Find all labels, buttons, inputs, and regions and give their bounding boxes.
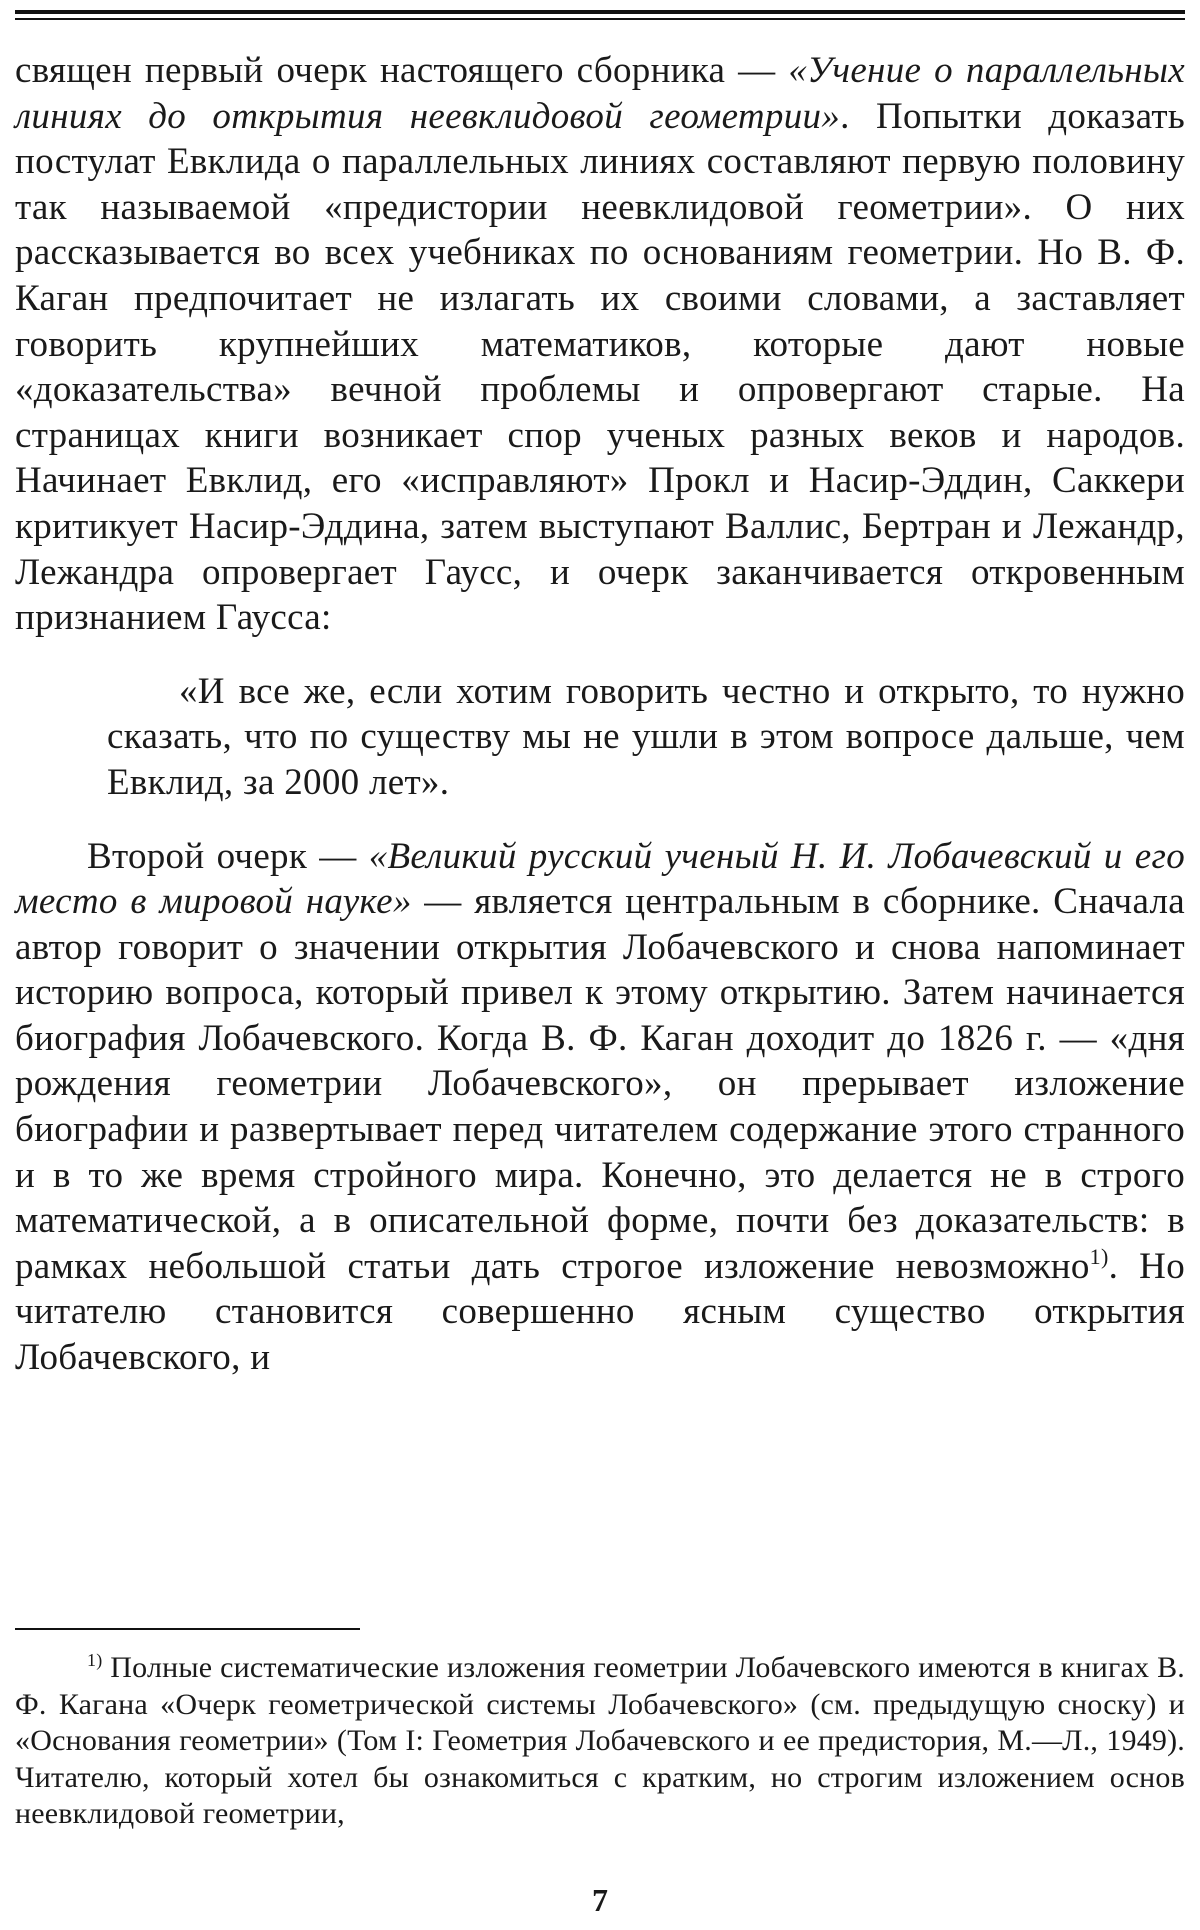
main-text [15,48,1185,1381]
paragraph-second-essay [15,834,1185,1381]
paragraph2-text-c: — является центральным в сборнике. Сначала автор говорит о значении открытия Лобачевского и снова напоминает историю вопроса, который привел к этому открытию. Затем начинается биография Лобачевского. Когда В. Ф. Каган доходит до 1826 г. — «дня рождения геометрии Лобачевского», он прерывает изложение биографии и развертывает перед читателем содержание этого странного и в то же время стройного мира. Конечно, это делается не в строго математической, а в описательной форме, почти без доказательств: в рамках небольшой статьи дать строгое изложение невозможно [15,881,1185,1287]
second-essay-title: «Великий русский ученый Н. И. Лобачевский и его место в мировой науке» [15,835,1185,923]
footnote-reference[interactable]: 1) [1089,1243,1109,1269]
paragraph-first-essay [15,48,1185,641]
footnote-text: Полные систематические изложения геометрии Лобачевского имеются в книгах В. Ф. Кагана «Очерк геометрической системы Лобачевского» (см. предыдущую сноску) и «Основания геометрии» (Том I: Геометрия Лобачевского и ее предистория, М.—Л., 1949). Читателю, который хотел бы ознакомиться с кратким, но строгим изложением основ неевклидовой геометрии, [15,1651,1185,1830]
paragraph2-text-a: Второй очерк — [87,835,369,877]
first-essay-title: «Учение о параллельных линиях до открытия неевклидовой геометрии» [15,50,1185,137]
footnote-separator [15,1628,360,1630]
paragraph2-text-d: . Но читателю становится совершенно ясным существо открытия Лобачевского, и [15,1245,1185,1379]
gauss-quote: «И все же, если хотим говорить честно и открыто, то нужно сказать, что по существу мы не ушли в этом вопросе дальше, чем Евклид, за 2000 лет». [107,670,1185,803]
footnote [15,1650,1185,1833]
header-double-rule [15,10,1185,20]
footnote-mark: 1) [87,1650,103,1670]
paragraph1-text-a: священ первый очерк настоящего сборника — [15,50,789,91]
paragraph1-text-c: . Попытки доказать постулат Евклида о параллельных линиях составляют первую половину так называемой «предистории неевклидовой геометрии». О них рассказывается во всех учебниках по основаниям геометрии. Но В. Ф. Каган предпочитает не излагать их своими словами, а заставляет говорить крупнейших математиков, которые дают новые «доказательства» вечной проблемы и опровергают старые. На страницах книги возникает спор ученых разных веков и народов. Начинает Евклид, его «исправляют» Прокл и Насир-Эддин, Саккери критикует Насир-Эддина, затем выступают Валлис, Бертран и Лежандр, Лежандра опровергает Гаусс, и очерк заканчивается откровенным признанием Гаусса: [15,95,1185,639]
book-page [15,10,1185,1920]
page-number: 7 [592,1882,608,1918]
